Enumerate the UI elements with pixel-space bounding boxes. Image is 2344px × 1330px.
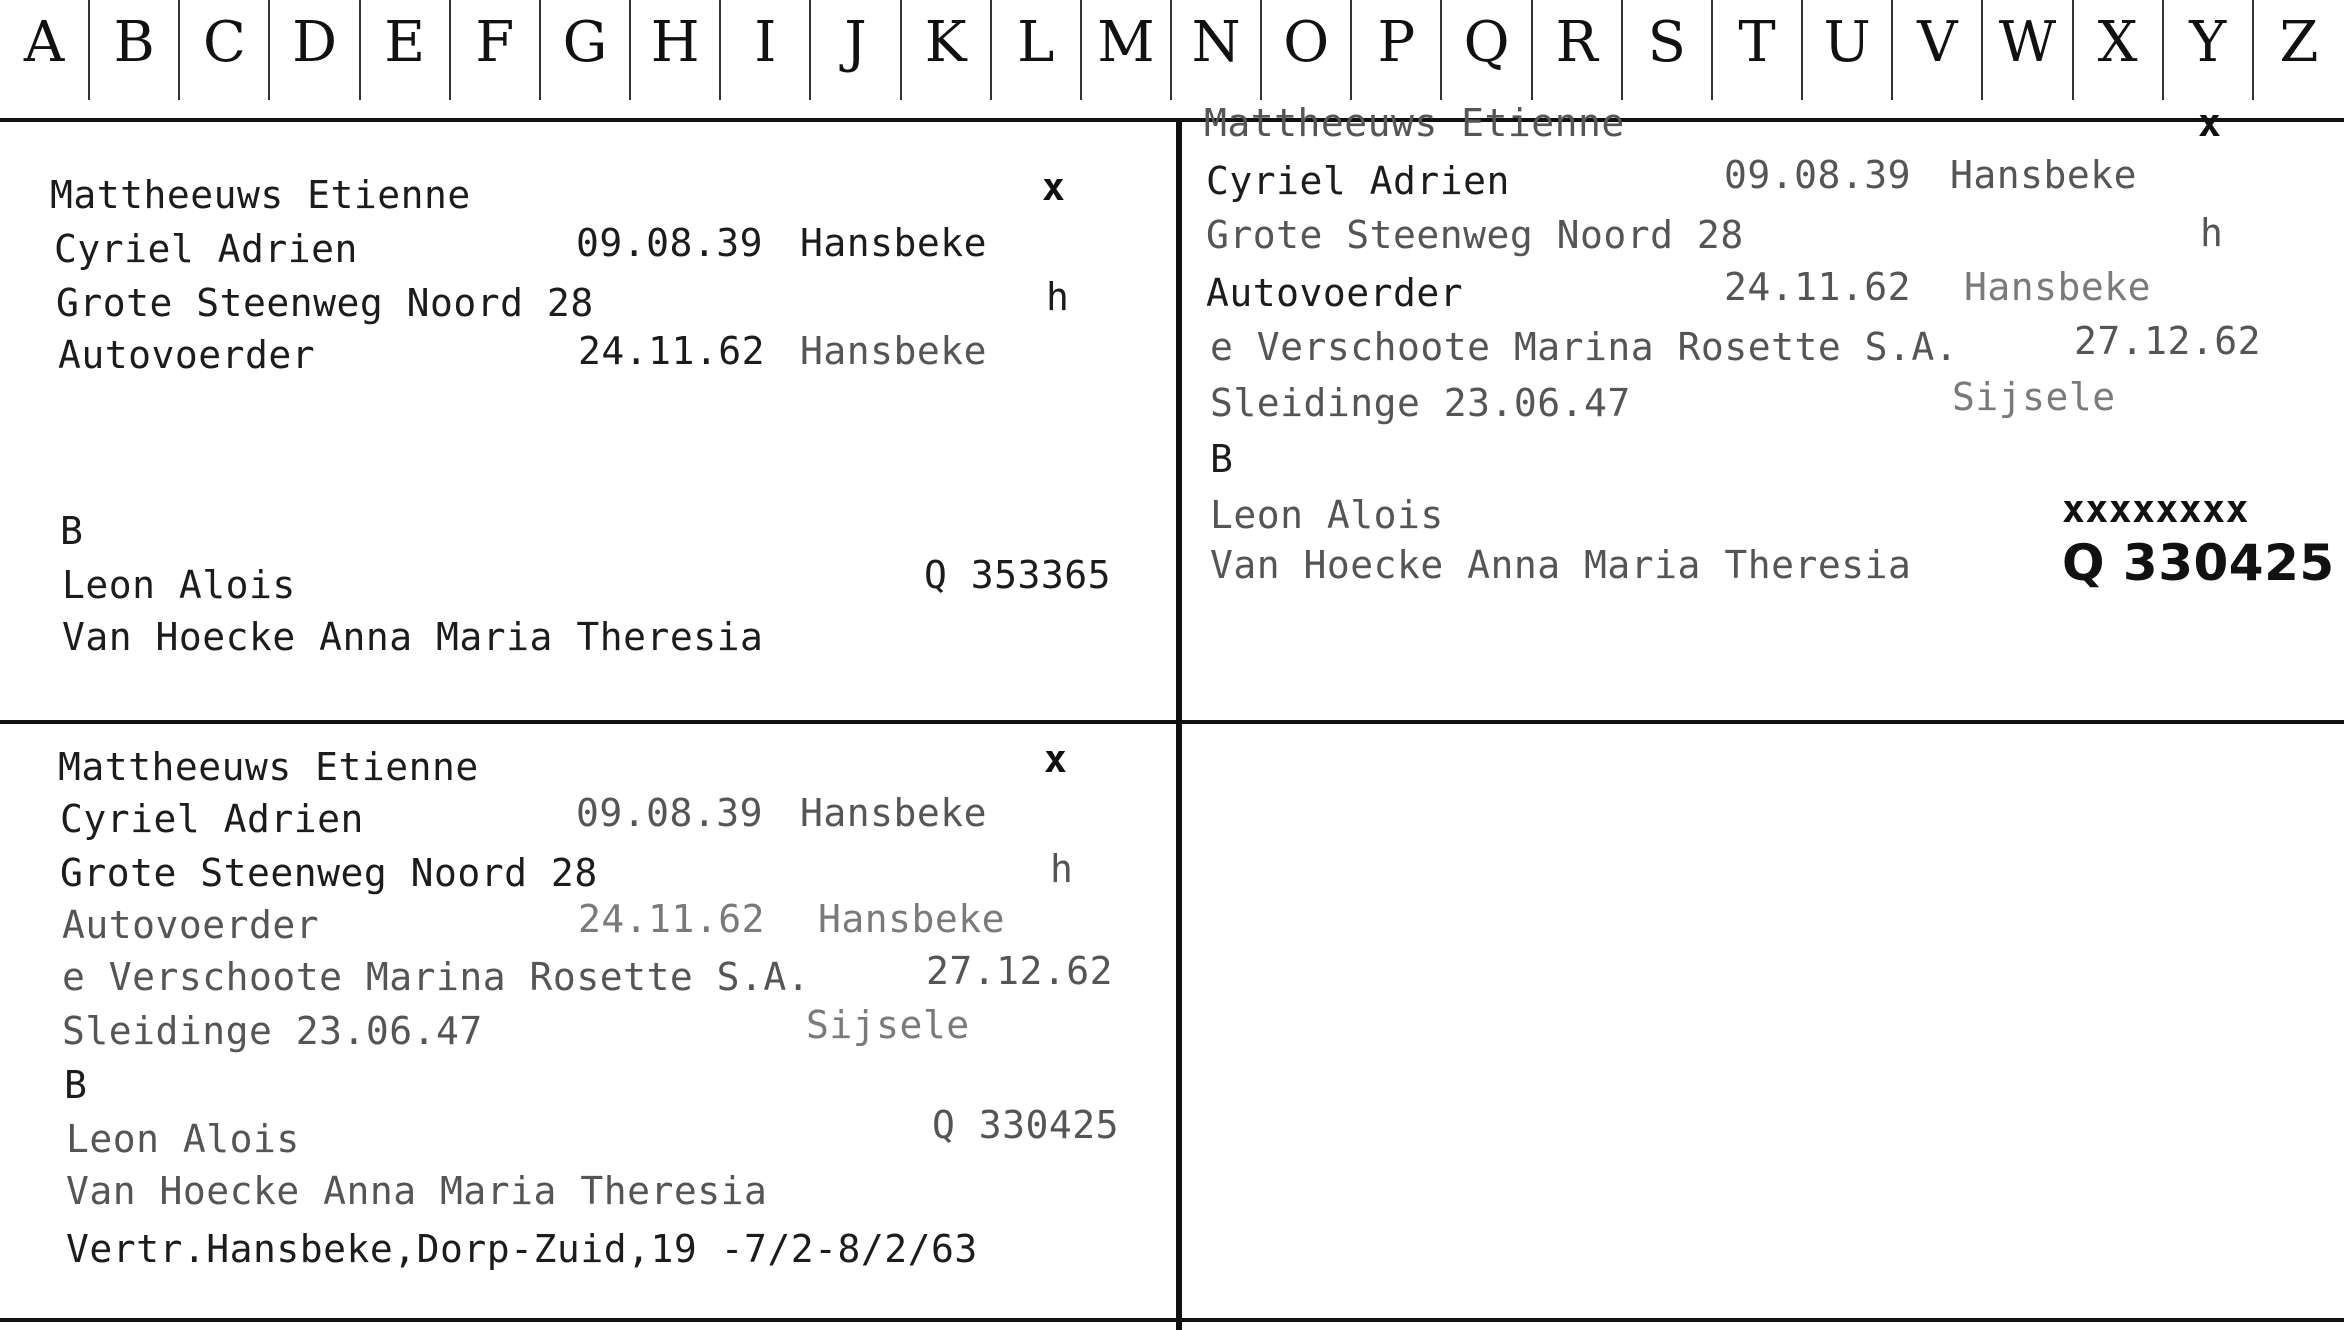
- card-surname: Mattheeuws Etienne: [50, 173, 471, 217]
- birth-place: Hansbeke: [1950, 153, 2138, 197]
- birth-place: Hansbeke: [800, 221, 988, 265]
- letter-b: B: [1210, 437, 1234, 481]
- index-letter-f: F: [451, 0, 541, 100]
- spouse: e Verschoote Marina Rosette S.A.: [62, 955, 811, 999]
- card-bottom-left: [0, 724, 1176, 1318]
- card-given-names: Cyriel Adrien: [60, 797, 364, 841]
- address: Grote Steenweg Noord 28: [60, 851, 598, 895]
- mother-name: Van Hoecke Anna Maria Theresia: [1210, 543, 1912, 587]
- birth-date: 09.08.39: [1724, 153, 1912, 197]
- birth-place: Hansbeke: [800, 791, 988, 835]
- occupation: Autovoerder: [58, 333, 316, 377]
- index-letter-x: X: [2074, 0, 2164, 100]
- index-letter-u: U: [1803, 0, 1893, 100]
- card-surname: Mattheeuws Etienne: [58, 745, 479, 789]
- mark-h: h: [1050, 847, 1074, 891]
- index-letter-z: Z: [2279, 10, 2319, 75]
- spouse-place: Sijsele: [806, 1003, 970, 1047]
- mark-x: x: [1044, 737, 1068, 781]
- index-letter-v: V: [1893, 0, 1983, 100]
- index-letter-b: B: [90, 0, 180, 100]
- occupation: Autovoerder: [62, 903, 320, 947]
- index-letter-o: O: [1262, 0, 1352, 100]
- birth-date: 09.08.39: [576, 221, 764, 265]
- card-top-right: [1182, 100, 2344, 720]
- birth-date: 09.08.39: [576, 791, 764, 835]
- occupation: Autovoerder: [1206, 271, 1464, 315]
- index-letter-p: P: [1352, 0, 1442, 100]
- occupation-date: 24.11.62: [1724, 265, 1912, 309]
- card-surname: Mattheeuws Etienne: [1204, 101, 1625, 145]
- index-letter-k: K: [902, 0, 992, 100]
- mark-x: x: [1042, 165, 1066, 209]
- mother-name: Van Hoecke Anna Maria Theresia: [66, 1169, 768, 1213]
- index-letter-c: C: [180, 0, 270, 100]
- index-letter-m: M: [1082, 0, 1172, 100]
- occupation-place: Hansbeke: [1964, 265, 2152, 309]
- occupation-date: 24.11.62: [578, 329, 766, 373]
- spouse-birth: Sleidinge 23.06.47: [1210, 381, 1631, 425]
- index-letter-j: J: [811, 0, 901, 100]
- occupation-place: Hansbeke: [818, 897, 1006, 941]
- mark-x: x: [2198, 101, 2222, 145]
- address: Grote Steenweg Noord 28: [56, 281, 594, 325]
- index-letter-y: Y: [2164, 0, 2254, 100]
- index-letter-n: N: [1172, 0, 1262, 100]
- index-letter-s: S: [1623, 0, 1713, 100]
- index-letter-w: W: [1983, 0, 2073, 100]
- index-letter-g: G: [541, 0, 631, 100]
- card-bottom-right-blank: [1182, 724, 2344, 1318]
- bottom-divider: [0, 1318, 2344, 1322]
- father-name: Leon Alois: [66, 1117, 300, 1161]
- card-top-left: [0, 122, 1176, 720]
- mother-name: Van Hoecke Anna Maria Theresia: [62, 615, 764, 659]
- index-letter-h: H: [631, 0, 721, 100]
- mark-h: h: [2200, 211, 2224, 255]
- index-letter-t: T: [1713, 0, 1803, 100]
- card-number: Q 330425: [2062, 534, 2335, 592]
- letter-b: B: [64, 1063, 88, 1107]
- marriage-date: 27.12.62: [2074, 319, 2262, 363]
- index-letter-d: D: [270, 0, 360, 100]
- index-letter-i: I: [721, 0, 811, 100]
- occupation-place: Hansbeke: [800, 329, 988, 373]
- index-letter-r: R: [1533, 0, 1623, 100]
- occupation-date: 24.11.62: [578, 897, 766, 941]
- letter-b: B: [60, 509, 84, 553]
- spouse-birth: Sleidinge 23.06.47: [62, 1009, 483, 1053]
- index-letter-e: E: [361, 0, 451, 100]
- card-number: Q 353365: [924, 553, 1112, 597]
- spouse-place: Sijsele: [1952, 375, 2116, 419]
- card-number: Q 330425: [932, 1103, 1120, 1147]
- index-letter-a: A: [0, 0, 90, 100]
- index-letter-q: Q: [1442, 0, 1532, 100]
- address: Grote Steenweg Noord 28: [1206, 213, 1744, 257]
- index-letter-l: L: [992, 0, 1082, 100]
- struck-number: xxxxxxxx: [2062, 487, 2250, 531]
- mark-h: h: [1046, 275, 1070, 319]
- departure-note: Vertr.Hansbeke,Dorp-Zuid,19 -7/2-8/2/63: [66, 1227, 978, 1271]
- father-name: Leon Alois: [62, 563, 296, 607]
- spouse: e Verschoote Marina Rosette S.A.: [1210, 325, 1959, 369]
- marriage-date: 27.12.62: [926, 949, 1114, 993]
- card-given-names: Cyriel Adrien: [1206, 159, 1510, 203]
- father-name: Leon Alois: [1210, 493, 1444, 537]
- card-given-names: Cyriel Adrien: [54, 227, 358, 271]
